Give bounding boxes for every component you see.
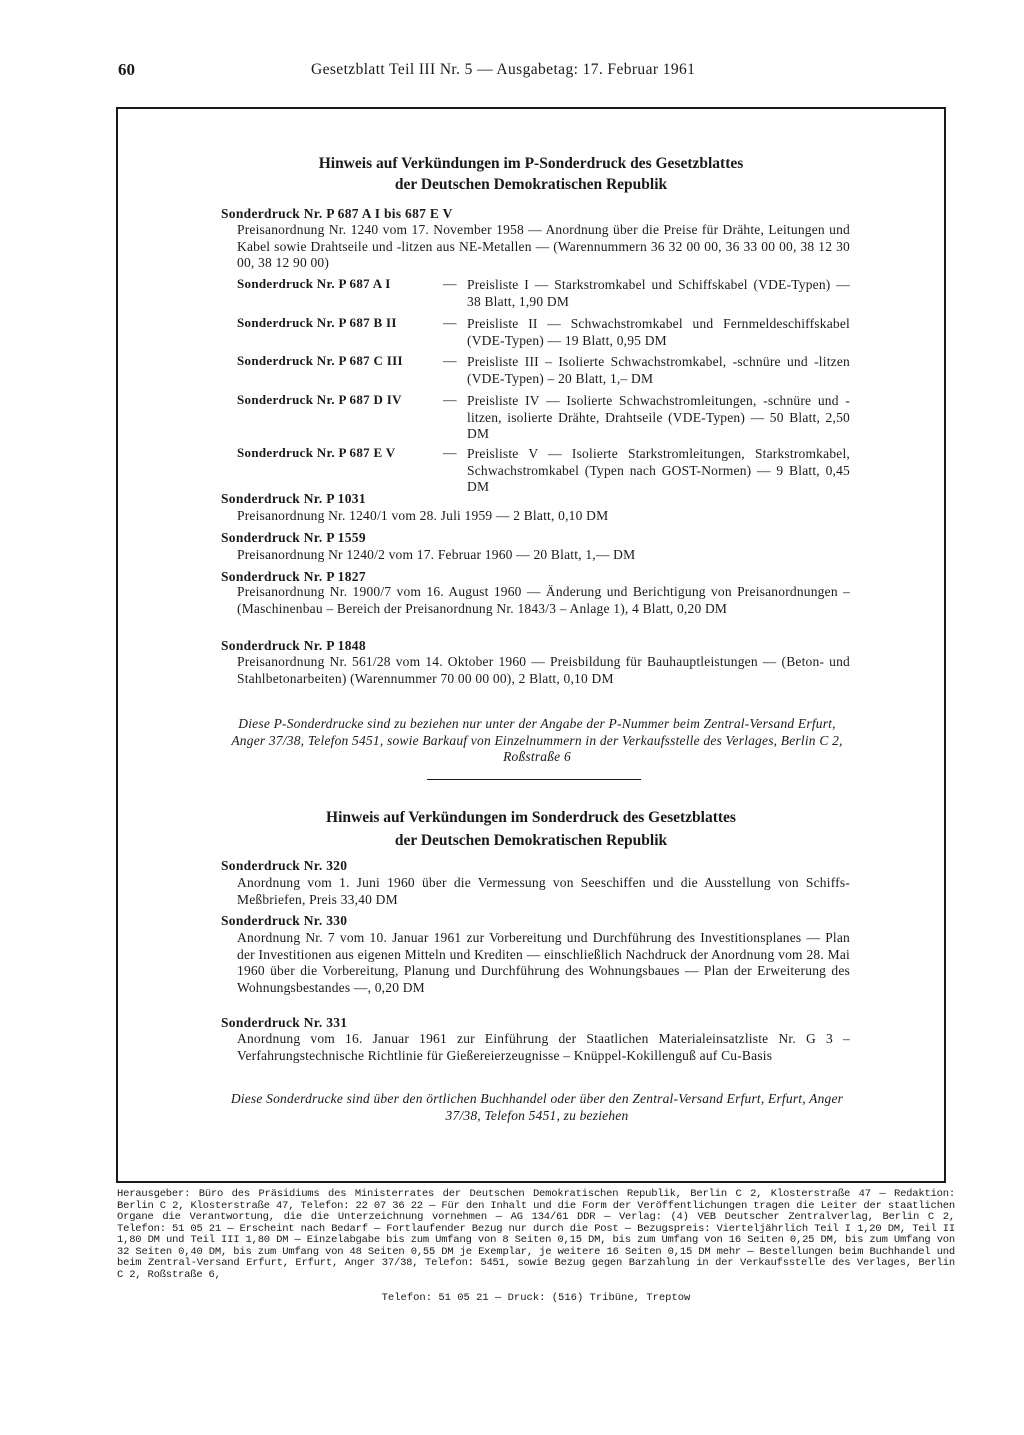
section1-entry5-head: Sonderdruck Nr. P 1848	[221, 638, 366, 653]
section1-entry2-head: Sonderdruck Nr. P 1031	[221, 491, 366, 506]
sub-entry-text: Preisliste IV — Isolierte Schwachstromleitungen, -schnüre und -litzen, isolierte Drähte, Drahtseile (VDE-Typen) — 50 Blatt, 2,50 DM	[467, 393, 850, 441]
section2-entry3-head: Sonderdruck Nr. 331	[221, 1015, 348, 1030]
sub-entry-label: Sonderdruck Nr. P 687 E V	[237, 445, 396, 460]
page-number: 60	[118, 60, 135, 79]
sub-entry-dash: —	[443, 392, 457, 407]
section1-entry2-text: Preisanordnung Nr. 1240/1 vom 28. Juli 1959 — 2 Blatt, 0,10 DM	[237, 508, 609, 523]
section2-entry3-text: Anordnung vom 16. Januar 1961 zur Einführung der Staatlichen Materialeinsatzliste Nr. G 3 – Verfahrungstechnische Richtlinie für Gießereierzeugnisse – Knüppel-Kokillenguß auf Cu-Basis	[237, 1031, 850, 1063]
section1-entry1-text: Preisanordnung Nr. 1240 vom 17. November 1958 — Anordnung über die Preise für Drähte, Leitungen und Kabel sowie Drahtseile und -litzen aus NE-Metallen — (Warennummern 36 32 00 00, 36 33 00 00, 38 12 30 00, 38 12 90 00)	[237, 222, 850, 270]
section2-entry1-text: Anordnung vom 1. Juni 1960 über die Vermessung von Seeschiffen und die Ausstellung von Schiffs-Meßbriefen, Preis 33,40 DM	[237, 875, 850, 907]
imprint-last-line: Telefon: 51 05 21 — Druck: (516) Tribüne, Treptow	[381, 1292, 691, 1304]
sub-entry-text: Preisliste II — Schwachstromkabel und Fernmeldeschiffskabel (VDE-Typen) — 19 Blatt, 0,95 DM	[467, 316, 850, 348]
section1-title-line2: der Deutschen Demokratischen Republik	[394, 176, 668, 193]
sub-entry-text: Preisliste I — Starkstromkabel und Schiffskabel (VDE-Typen) — 38 Blatt, 1,90 DM	[467, 277, 850, 309]
sub-entry-dash: —	[443, 353, 457, 368]
section-divider	[427, 779, 641, 780]
section1-entry3-text: Preisanordnung Nr 1240/2 vom 17. Februar 1960 — 20 Blatt, 1,— DM	[237, 547, 636, 562]
section2-title-line2: der Deutschen Demokratischen Republik	[394, 832, 668, 849]
sub-entry-text: Preisliste V — Isolierte Starkstromleitungen, Starkstromkabel, Schwachstromkabel (Typen nach GOST-Normen) — 9 Blatt, 0,45 DM	[467, 446, 850, 494]
sub-entry-label: Sonderdruck Nr. P 687 B II	[237, 315, 397, 330]
section2-entry1-head: Sonderdruck Nr. 320	[221, 858, 348, 873]
sub-entry-label: Sonderdruck Nr. P 687 A I	[237, 276, 391, 291]
section1-note: Diese P-Sonderdrucke sind zu beziehen nur unter der Angabe der P-Nummer beim Zentral-Versand Erfurt, Anger 37/38, Telefon 5451, sowie Barkauf von Einzelnummern in der Verkaufsstelle des Verlages, Berlin C 2, Roßstraße 6	[231, 716, 843, 764]
sub-entry-dash: —	[443, 276, 457, 291]
sub-entry-label: Sonderdruck Nr. P 687 C III	[237, 353, 403, 368]
sub-entry-dash: —	[443, 315, 457, 330]
running-header: Gesetzblatt Teil III Nr. 5 — Ausgabetag: 17. Februar 1961	[311, 61, 696, 78]
section2-entry2-head: Sonderdruck Nr. 330	[221, 913, 348, 928]
section1-entry1-head: Sonderdruck Nr. P 687 A I bis 687 E V	[221, 206, 453, 221]
section1-entry4-head: Sonderdruck Nr. P 1827	[221, 569, 366, 584]
imprint-text: Herausgeber: Büro des Präsidiums des Ministerrates der Deutschen Demokratischen Republik, Berlin C 2, Klosterstraße 47 — Redaktion: Berlin C 2, Klosterstraße 47, Telefon: 22 07 36 22 — Für den Inhalt und die Form der Veröffentlichungen tragen die Leiter der staatlichen Organe die Verantwortung, die die Unterzeichnung vornehmen — AG 134/61 DDR — Verlag: (4) VEB Deutscher Zentralverlag, Berlin C 2, Telefon: 51 05 21 — Erscheint nach Bedarf — Fortlaufender Bezug nur durch die Post — Bezugspreis: Vierteljährlich Teil I 1,20 DM, Teil II 1,80 DM und Teil III 1,80 DM — Einzelabgabe bis zum Umfang von 8 Seiten 0,15 DM, bis zum Umfang von 16 Seiten 0,25 DM, bis zum Umfang von 32 Seiten 0,40 DM, bis zum Umfang von 48 Seiten 0,55 DM je Exemplar, je weitere 16 Seiten 0,15 DM mehr — Bestellungen beim Buchhandel und beim Zentral-Versand Erfurt, Erfurt, Anger 37/38, Telefon: 5451, sowie Bezug gegen Barzahlung in der Verkaufsstelle des Verlages, Berlin C 2, Roßstraße 6,	[117, 1188, 955, 1281]
section1-entry4-text: Preisanordnung Nr. 1900/7 vom 16. August 1960 — Änderung und Berichtigung von Preisanordnungen – (Maschinenbau – Bereich der Preisanordnung Nr. 1843/3 – Anlage 1), 4 Blatt, 0,20 DM	[237, 584, 850, 616]
section2-entry2-text: Anordnung Nr. 7 vom 10. Januar 1961 zur Vorbereitung und Durchführung des Investitionsplanes — Plan der Investitionen aus eigenen Mitteln und Krediten — einschließlich Nachdruck der Anordnung vom 28. Mai 1960 über die Vorbereitung, Planung und Durchführung des Wohnungsbaues — Plan der Erweiterung des Wohnungsbestandes —, 0,20 DM	[237, 930, 850, 995]
section1-entry3-head: Sonderdruck Nr. P 1559	[221, 530, 366, 545]
section1-entry5-text: Preisanordnung Nr. 561/28 vom 14. Oktober 1960 — Preisbildung für Bauhauptleistungen — (Beton- und Stahlbetonarbeiten) (Warennummer 70 00 00 00), 2 Blatt, 0,10 DM	[237, 654, 850, 686]
section2-note: Diese Sonderdrucke sind über den örtlichen Buchhandel oder über den Zentral-Versand Erfurt, Erfurt, Anger 37/38, Telefon 5451, zu beziehen	[230, 1091, 844, 1123]
sub-entry-dash: —	[443, 445, 457, 460]
section1-title-line1: Hinweis auf Verkündungen im P-Sonderdruck des Gesetzblattes	[318, 155, 744, 172]
sub-entry-text: Preisliste III – Isolierte Schwachstromkabel, -schnüre und -litzen (VDE-Typen) – 20 Blatt, 1,– DM	[467, 354, 850, 386]
sub-entry-label: Sonderdruck Nr. P 687 D IV	[237, 392, 402, 407]
section2-title-line1: Hinweis auf Verkündungen im Sonderdruck des Gesetzblattes	[326, 809, 736, 826]
